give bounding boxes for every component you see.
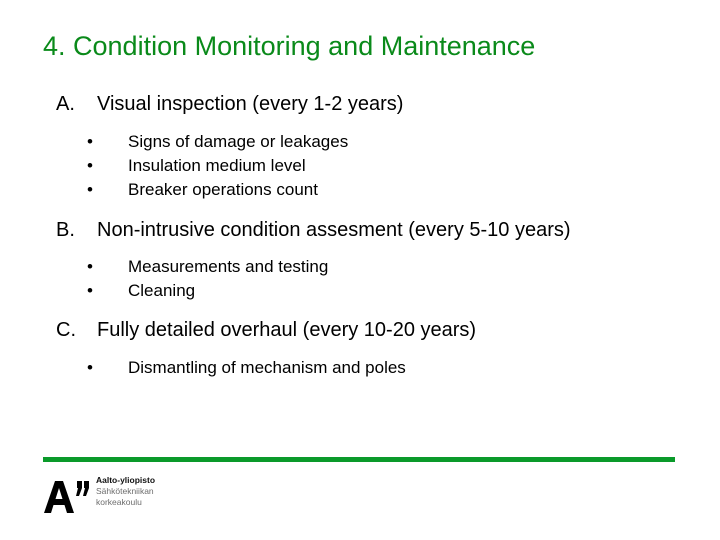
section-heading-text: Non-intrusive condition assesment (every 5-10 years) <box>97 219 571 241</box>
footer-divider <box>43 457 675 462</box>
bullet-dot: • <box>87 281 93 300</box>
section-letter: A. <box>56 93 75 115</box>
bullet-text: Cleaning <box>128 281 196 300</box>
logo-text <box>96 475 155 508</box>
bullet-text: Breaker operations count <box>128 180 318 199</box>
logo-line-school-2: korkeakoulu <box>96 497 142 507</box>
bullet-list <box>56 255 571 303</box>
bullet-item <box>56 178 403 202</box>
bullet-item <box>56 279 571 303</box>
bullet-item <box>56 130 403 154</box>
bullet-dot: • <box>87 156 93 175</box>
bullet-text: Signs of damage or leakages <box>128 132 349 151</box>
section-b <box>56 216 571 303</box>
bullet-item <box>56 255 571 279</box>
aalto-a-logo-icon <box>44 479 92 515</box>
slide-title: 4. Condition Monitoring and Maintenance <box>43 31 536 61</box>
section-a <box>56 90 403 202</box>
bullet-text: Dismantling of mechanism and poles <box>128 358 406 377</box>
bullet-list <box>56 130 403 202</box>
section-heading-text: Visual inspection (every 1-2 years) <box>97 93 404 115</box>
logo-line-university: Aalto-yliopisto <box>96 475 156 485</box>
section-c <box>56 316 476 380</box>
section-letter: B. <box>56 219 75 241</box>
section-heading-text: Fully detailed overhaul (every 10-20 years) <box>97 319 477 341</box>
bullet-dot: • <box>87 180 93 199</box>
bullet-item <box>56 154 403 178</box>
bullet-text: Insulation medium level <box>128 156 306 175</box>
bullet-dot: • <box>87 358 93 377</box>
section-heading <box>56 90 403 118</box>
bullet-dot: • <box>87 132 93 151</box>
bullet-item <box>56 356 476 380</box>
bullet-text: Measurements and testing <box>128 257 329 276</box>
bullet-dot: • <box>87 257 93 276</box>
logo-line-school: Sähkötekniikan <box>96 486 154 496</box>
section-heading <box>56 316 476 344</box>
section-heading <box>56 216 571 244</box>
section-letter: C. <box>56 319 76 341</box>
bullet-list <box>56 356 476 380</box>
